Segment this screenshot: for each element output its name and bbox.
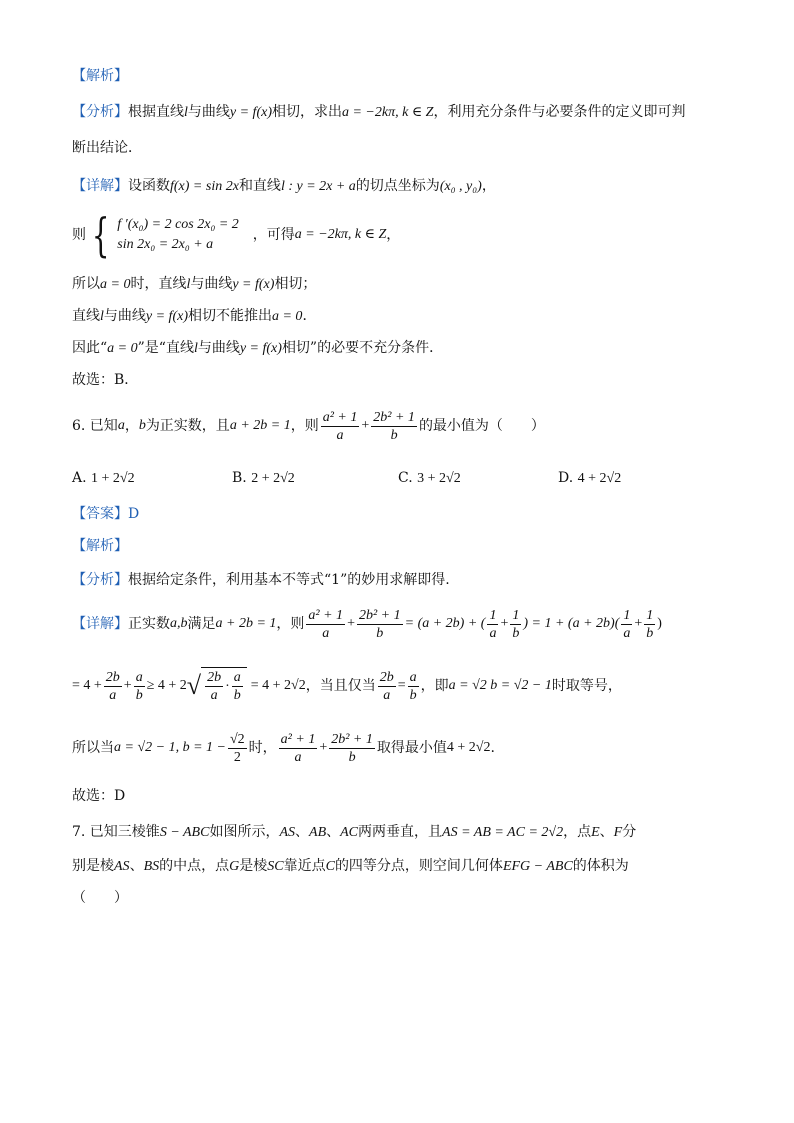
option-c[interactable]: C. 3 + 2√2 xyxy=(398,470,461,486)
fraction: $\frac{\text{2b² + 1}}{b}$ xyxy=(358,607,401,641)
math: y = f(x) xyxy=(229,105,272,120)
math: f(x) = sin 2x xyxy=(170,179,239,194)
conclusion-line-3 xyxy=(72,338,443,359)
fraction: $\frac{1}{b}$ xyxy=(646,607,654,641)
math: a,b xyxy=(170,616,188,631)
text: 相切”的必要不充分条件． xyxy=(281,340,444,356)
text: 与曲线 xyxy=(190,276,233,292)
fraction: $\frac{\text{a² + 1}}{a}$ xyxy=(308,607,344,641)
system-line xyxy=(72,208,401,262)
text: 时取等号， xyxy=(551,678,622,694)
question-7-line-2: 别是棱AS、BS的中点，点G是棱SC靠近点C的四等分点，则空间几何体EFG − ABC的体积为 xyxy=(72,858,629,874)
detail-tag: 【详解】 xyxy=(72,178,128,194)
math: a = 0 xyxy=(107,341,138,356)
text: ． xyxy=(302,308,317,324)
text: 正实数 xyxy=(128,616,170,632)
fraction: $\frac{\text{a² + 1}}{a}$ xyxy=(322,409,358,443)
option-d[interactable]: D. 4 + 2√2 xyxy=(558,470,622,486)
conclusion-line-2 xyxy=(72,306,316,327)
math: l xyxy=(193,341,198,356)
text: 的切点坐标为 xyxy=(355,178,440,194)
text: 根据直线 xyxy=(128,104,184,120)
text: ，可得 xyxy=(252,227,295,243)
q6-detail-line-1: 【详解】 正实数 a,b 满足 a + 2b = 1 ，则 $\frac{\text{a² + 1}}{a}$ + $\frac{\text{2b² + 1}}{b}$ = (a + 2b) + ( $\frac{1}{a}$ + $\frac{1}{b}$ ) = 1 + (a + 2b)( $\frac{1}{a}$ + $\frac{1}{b}$ ) xyxy=(72,607,662,641)
text: ， xyxy=(124,418,139,434)
math: 4 + 2√2 xyxy=(446,740,491,755)
math: y = f(x) xyxy=(145,309,188,324)
fraction: $\frac{a}{b}$ xyxy=(409,669,417,703)
math: a = √2 b = √2 − 1 xyxy=(448,678,552,693)
section-heading-jiexi-2: 【解析】 xyxy=(72,538,128,554)
system-row-1: f ′(x₀) = 2 cos 2x₀ = 2 xyxy=(117,217,239,232)
fraction: $\frac{a}{b}$ xyxy=(135,669,143,703)
text: 取得最小值 xyxy=(376,740,447,756)
analysis-tag: 【分析】 xyxy=(72,572,128,588)
conclusion-line-1 xyxy=(72,274,316,295)
option-b[interactable]: B. 2 + 2√2 xyxy=(232,470,295,486)
fraction: $\frac{\text{a² + 1}}{a}$ xyxy=(280,731,316,765)
math: ) = 1 + (a + 2b)( xyxy=(523,616,620,631)
math: = 4 + 2√2 xyxy=(250,678,306,693)
fraction: $\frac{√2}{2}$ xyxy=(229,731,245,765)
equation-system xyxy=(86,208,239,262)
fraction: $\frac{\text{2b² + 1}}{b}$ xyxy=(373,409,415,443)
question-number: 6. 已知 xyxy=(72,418,118,434)
text: ，利用充分条件与必要条件的定义即可判 xyxy=(433,104,686,120)
math: l : y = 2x + a xyxy=(280,179,356,194)
text: 所以当 xyxy=(72,740,114,756)
math: (x₀ , y₀) xyxy=(439,179,482,194)
text: ，当且仅当 xyxy=(305,678,376,694)
system-row-2: sin 2x₀ = 2x₀ + a xyxy=(117,237,214,252)
math: a xyxy=(117,418,125,433)
fraction: $\frac{1}{a}$ xyxy=(623,607,631,641)
fraction: $\frac{\text{2b² + 1}}{b}$ xyxy=(331,731,373,765)
text: ，则 xyxy=(290,418,319,434)
question-number: 7. 已知三棱锥 xyxy=(72,824,160,840)
text: 则 xyxy=(72,227,86,243)
question-6 xyxy=(72,406,545,446)
text: ，则 xyxy=(276,616,305,632)
math: = xyxy=(397,678,406,693)
text: 根据给定条件，利用基本不等式“1”的妙用求解即得. xyxy=(128,572,450,588)
text: 时， xyxy=(248,740,277,756)
text: 所以 xyxy=(72,276,100,292)
fraction: $\frac{2b}{a}$ xyxy=(379,669,394,703)
text: 因此“ xyxy=(72,340,108,356)
text: 满足 xyxy=(187,616,216,632)
math: a = −2kπ, k ∈ Z xyxy=(294,227,387,242)
detail-line xyxy=(72,176,496,197)
text: 设函数 xyxy=(128,178,170,194)
analysis-tag: 【分析】 xyxy=(72,104,128,120)
text: 时，直线 xyxy=(130,276,187,292)
text: 和直线 xyxy=(238,178,281,194)
text: 为正实数，且 xyxy=(145,418,230,434)
detail-tag: 【详解】 xyxy=(72,616,128,632)
text: 与曲线 xyxy=(103,308,146,324)
text: 相切； xyxy=(274,276,317,292)
radical: √ $\frac{2b}{a}$ · $\frac{a}{b}$ xyxy=(187,667,247,705)
brace-icon: { xyxy=(91,208,110,262)
fraction: $\frac{2b}{a}$ xyxy=(105,669,120,703)
math: b xyxy=(138,418,146,433)
fraction: $\frac{1}{a}$ xyxy=(489,607,497,641)
text: ， xyxy=(386,227,401,243)
text: ，即 xyxy=(420,678,449,694)
math: l xyxy=(100,309,104,324)
text: ”是“直线 xyxy=(137,340,194,356)
math: y = f(x) xyxy=(239,341,282,356)
question-7-line-1: 7. 已知三棱锥S − ABC如图所示，AS、AB、AC两两垂直，且AS = AB = AC = 2√2，点E、F分 xyxy=(72,824,637,840)
answer-choice-line: 故选：B． xyxy=(72,372,139,388)
math: + xyxy=(361,418,370,433)
text: . xyxy=(490,740,495,756)
answer-label: 【答案】D xyxy=(72,506,140,522)
text: 相切不能推出 xyxy=(187,308,272,324)
math: l xyxy=(184,105,188,120)
q6-analysis-line xyxy=(72,570,450,590)
text: 与曲线 xyxy=(187,104,230,120)
math: = 4 + xyxy=(72,678,102,693)
math: a = 0 xyxy=(271,309,303,324)
analysis-line xyxy=(72,102,685,123)
math: a = √2 − 1, b = 1 − xyxy=(114,740,226,755)
math: ) xyxy=(657,616,662,631)
text: 的最小值为（ ） xyxy=(418,418,545,434)
text: 直线 xyxy=(72,308,100,324)
math: = (a + 2b) + ( xyxy=(404,616,486,631)
math: l xyxy=(186,277,191,292)
fraction: $\frac{1}{b}$ xyxy=(512,607,520,641)
answer-choice-line-2: 故选：D xyxy=(72,788,126,804)
text: 与曲线 xyxy=(197,340,240,356)
math: ≥ 4 + 2 xyxy=(146,678,187,693)
section-heading-jiexi: 【解析】 xyxy=(72,68,128,84)
q6-detail-line-3: 所以当 a = √2 − 1, b = 1 − $\frac{√2}{2}$ 时， $\frac{\text{a² + 1}}{a}$ + $\frac{\text{2b² + 1}}{b}$ 取得最小值 4 + 2√2 . xyxy=(72,731,495,765)
analysis-continuation: 断出结论． xyxy=(72,140,142,156)
option-a[interactable]: A. 1 + 2√2 xyxy=(72,470,135,486)
math: a + 2b = 1 xyxy=(215,616,277,631)
text: 相切，求出 xyxy=(271,104,342,120)
text: ， xyxy=(481,178,496,194)
math: a = 0 xyxy=(100,277,131,292)
math: a + 2b = 1 xyxy=(229,418,291,433)
math: y = f(x) xyxy=(232,277,275,292)
question-7-line-3: （ ） xyxy=(72,890,128,906)
math: a = −2kπ, k ∈ Z xyxy=(341,105,434,120)
q6-detail-line-2: = 4 + $\frac{2b}{a}$ + $\frac{a}{b}$ ≥ 4 + 2 √ $\frac{2b}{a}$ · $\frac{a}{b}$ = 4 + 2√2 ，当且仅当 $\frac{2b}{a}$ = $\frac{a}{b}$ ，即 a = √2 b = √2 − 1 时取等号， xyxy=(72,666,622,706)
